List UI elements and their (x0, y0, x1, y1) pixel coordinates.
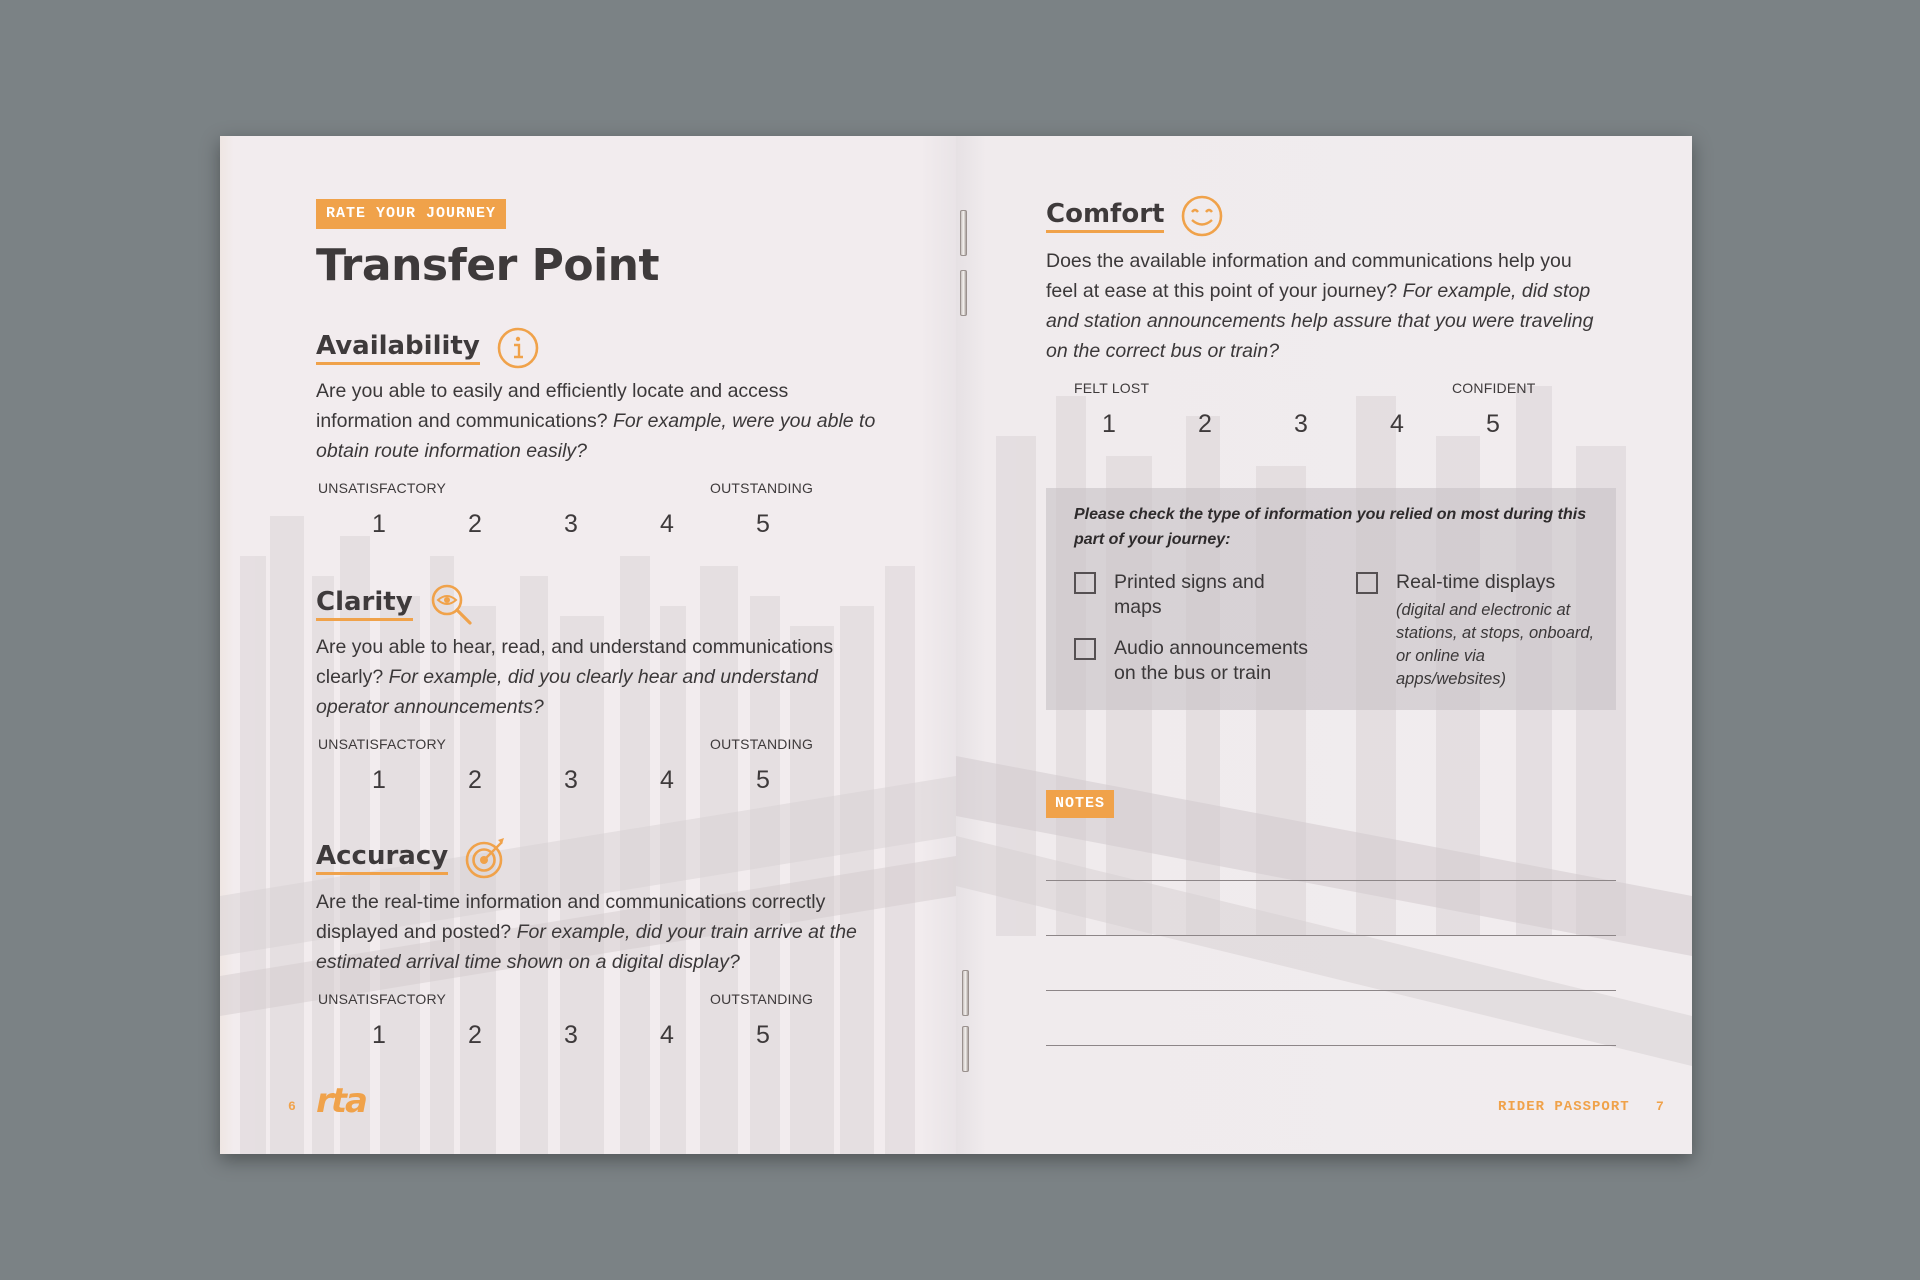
staple-bottom-2 (962, 1026, 969, 1072)
rate-your-journey-tag: RATE YOUR JOURNEY (316, 199, 506, 229)
right-page (956, 136, 1692, 1154)
rating-option-5[interactable]: 5 (1486, 410, 1500, 438)
rating-option-4[interactable]: 4 (660, 766, 674, 794)
info-icon (496, 326, 540, 370)
magnifier-eye-icon (429, 582, 473, 626)
rating-option-4[interactable]: 4 (660, 510, 674, 538)
high-label: OUTSTANDING (710, 991, 814, 1007)
rating-option-3[interactable]: 3 (564, 510, 578, 538)
rating-option-2[interactable]: 2 (468, 510, 482, 538)
option-real-time-displays[interactable] (1356, 570, 1596, 691)
rating-option-1[interactable]: 1 (372, 1021, 386, 1049)
rating-option-3[interactable]: 3 (1294, 410, 1308, 438)
accuracy-question: Are the real-time information and communications correctly displayed and posted? For example, did your train arrive at the estimated arrival time shown on a digital display? (316, 891, 857, 973)
information-type-panel (1046, 488, 1616, 710)
rating-option-5[interactable]: 5 (756, 1021, 770, 1049)
real-time-displays-checkbox[interactable] (1356, 572, 1378, 594)
real-time-displays-note: (digital and electronic at stations, at stops, onboard, or online via apps/websites) (1396, 601, 1595, 688)
clarity-title: Clarity (316, 587, 413, 621)
low-label: UNSATISFACTORY (318, 480, 447, 496)
audio-announcements-label: Audio announcements on the bus or train (1114, 637, 1309, 684)
rta-logo: rta (316, 1081, 366, 1121)
audio-announcements-checkbox[interactable] (1074, 638, 1096, 660)
open-booklet (220, 136, 1692, 1154)
page-title: Transfer Point (316, 240, 660, 291)
printed-signs-checkbox[interactable] (1074, 572, 1096, 594)
clarity-rating-scale (316, 736, 836, 806)
rating-option-4[interactable]: 4 (1390, 410, 1404, 438)
low-label: FELT LOST (1074, 380, 1150, 396)
rating-option-2[interactable]: 2 (468, 766, 482, 794)
option-printed-signs[interactable] (1074, 570, 1304, 620)
availability-question: Are you able to easily and efficiently locate and access information and communications? For example, were you able to obtain route information easily? (316, 380, 876, 462)
rating-option-5[interactable]: 5 (756, 510, 770, 538)
availability-heading (316, 326, 540, 370)
rating-option-3[interactable]: 3 (564, 766, 578, 794)
rating-option-2[interactable]: 2 (468, 1021, 482, 1049)
high-label: CONFIDENT (1452, 380, 1536, 396)
notes-tag: NOTES (1046, 790, 1114, 818)
low-label: UNSATISFACTORY (318, 736, 447, 752)
rating-option-2[interactable]: 2 (1198, 410, 1212, 438)
staple-top-1 (960, 210, 967, 256)
rating-option-1[interactable]: 1 (1102, 410, 1116, 438)
notes-line-3[interactable] (1046, 990, 1616, 991)
rating-option-3[interactable]: 3 (564, 1021, 578, 1049)
accuracy-title: Accuracy (316, 841, 448, 875)
staple-bottom-1 (962, 970, 969, 1016)
rating-option-5[interactable]: 5 (756, 766, 770, 794)
notes-line-2[interactable] (1046, 935, 1616, 936)
notes-line-4[interactable] (1046, 1045, 1616, 1046)
accuracy-rating-scale (316, 991, 836, 1061)
comfort-heading (1046, 194, 1224, 238)
clarity-question: Are you able to hear, read, and understand communications clearly? For example, did you clearly hear and understand operator announcements? (316, 636, 834, 718)
option-audio-announcements[interactable] (1074, 636, 1334, 686)
printed-signs-label: Printed signs and maps (1114, 571, 1265, 618)
left-page (220, 136, 956, 1154)
page-number-right: 7 (1656, 1099, 1664, 1114)
comfort-question: Does the available information and communications help you feel at ease at this point of your journey? For example, did stop and station announcements help assure that you were traveling on the correct bus or train? (1046, 250, 1594, 362)
low-label: UNSATISFACTORY (318, 991, 447, 1007)
rating-option-4[interactable]: 4 (660, 1021, 674, 1049)
real-time-displays-label: Real-time displays (1396, 571, 1556, 593)
high-label: OUTSTANDING (710, 480, 814, 496)
staple-top-2 (960, 270, 967, 316)
information-type-prompt: Please check the type of information you relied on most during this part of your journey: (1074, 506, 1587, 548)
high-label: OUTSTANDING (710, 736, 814, 752)
rating-option-1[interactable]: 1 (372, 510, 386, 538)
rating-option-1[interactable]: 1 (372, 766, 386, 794)
comfort-title: Comfort (1046, 199, 1164, 233)
rider-passport-brand: RIDER PASSPORT (1498, 1099, 1630, 1115)
page-number-left: 6 (288, 1099, 296, 1114)
comfort-rating-scale (1046, 380, 1566, 450)
accuracy-heading (316, 836, 508, 880)
smiley-icon (1180, 194, 1224, 238)
clarity-heading (316, 582, 473, 626)
notes-line-1[interactable] (1046, 880, 1616, 881)
availability-rating-scale (316, 480, 836, 550)
target-icon (464, 836, 508, 880)
availability-title: Availability (316, 331, 480, 365)
